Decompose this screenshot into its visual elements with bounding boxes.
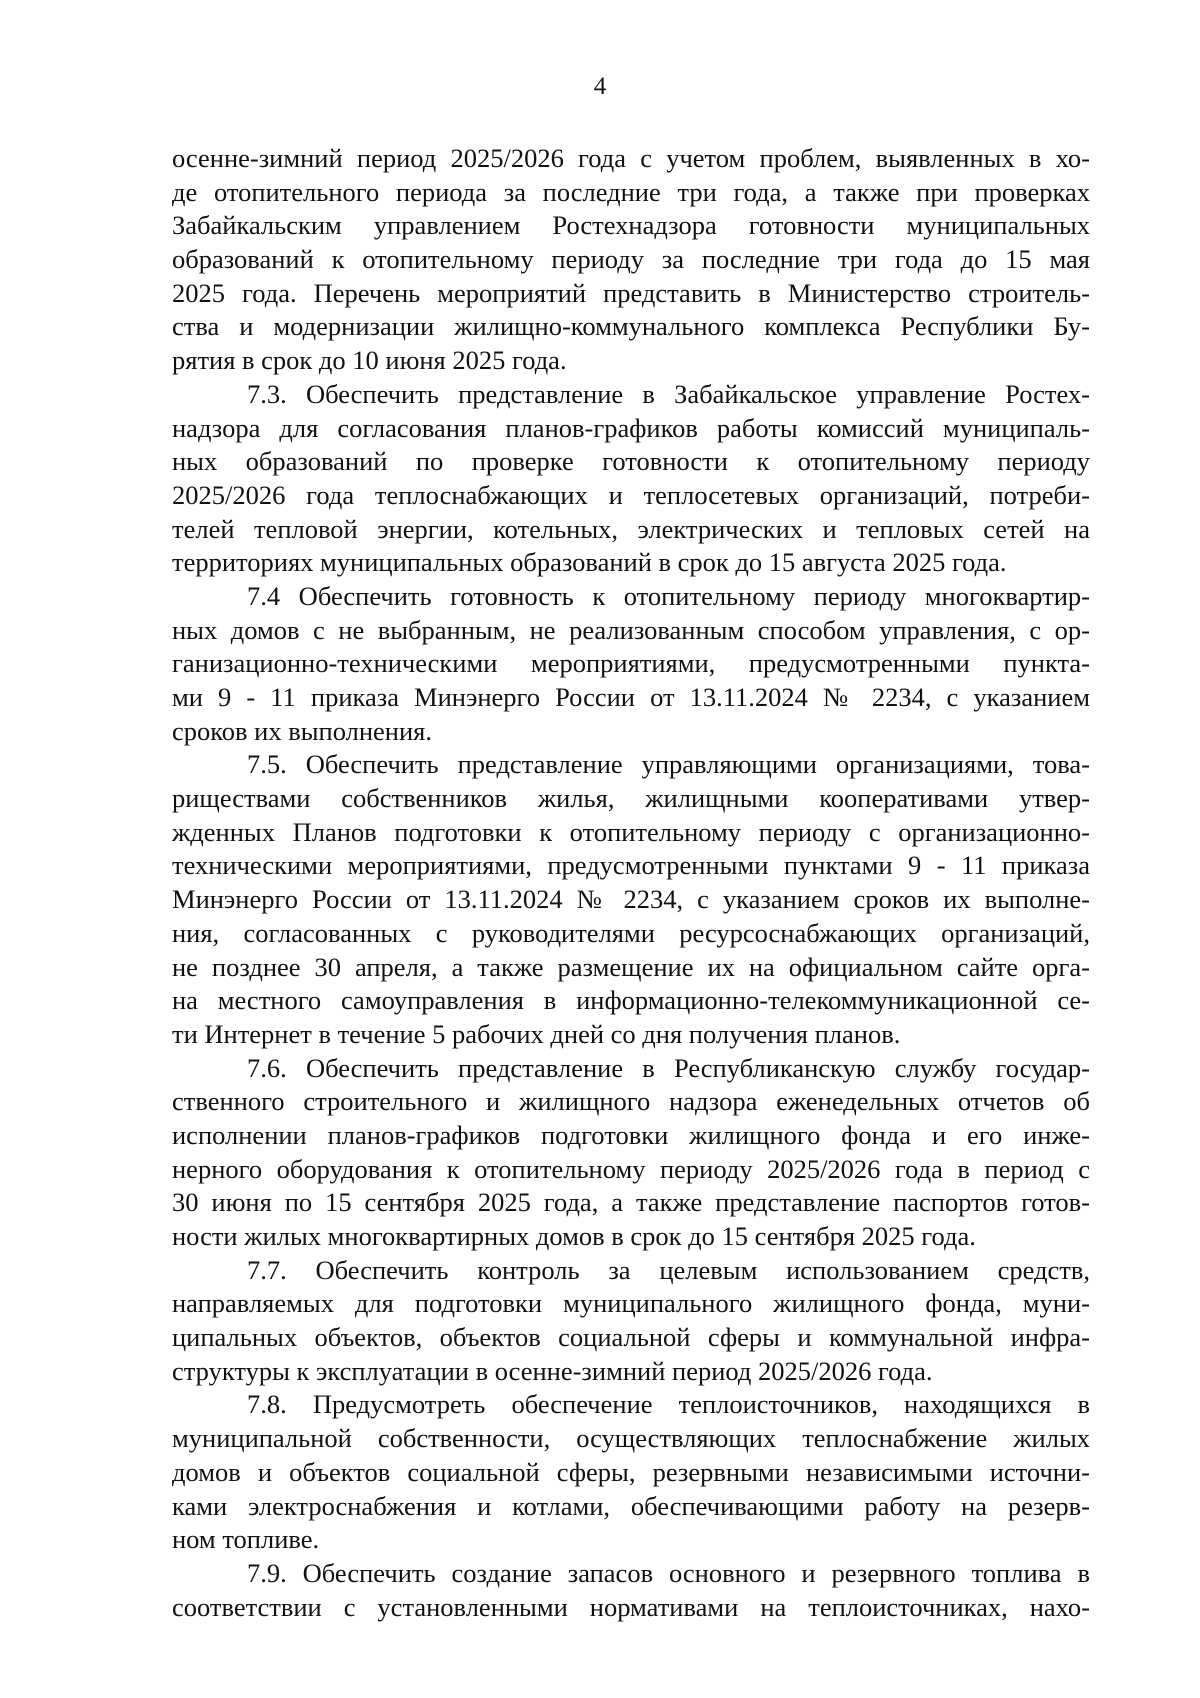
text-line: 2025/2026 года теплоснабжающих и теплосетевых организаций, потреби-	[172, 479, 1090, 510]
text-line: исполнении планов-графиков подготовки жилищного фонда и его инже-	[172, 1119, 1090, 1150]
text-line: территориях муниципальных образований в срок до 15 августа 2025 года.	[172, 547, 1007, 578]
text-line: ства и модернизации жилищно-коммунального комплекса Республики Бу-	[172, 311, 1090, 342]
text-line: жденных Планов подготовки к отопительному периоду с организационно-	[172, 816, 1090, 847]
text-line: 30 июня по 15 сентября 2025 года, а также представление паспортов готов-	[172, 1187, 1090, 1218]
text-line: ганизационно-техническими мероприятиями, предусмотренными пункта-	[172, 648, 1090, 679]
text-line: ности жилых многоквартирных домов в срок до 15 сентября 2025 года.	[172, 1221, 976, 1251]
paragraph-first-line: 7.3. Обеспечить представление в Забайкальское управление Ростех-	[247, 378, 1090, 409]
text-line: ти Интернет в течение 5 рабочих дней со дня получения планов.	[172, 1018, 901, 1049]
text-line: муниципальной собственности, осуществляющих теплоснабжение жилых	[172, 1423, 1090, 1454]
text-line: направляемых для подготовки муниципального жилищного фонда, муни-	[172, 1288, 1090, 1319]
text-line: надзора для согласования планов-графиков работы комиссий муниципаль-	[172, 412, 1090, 443]
text-line: ципальных объектов, объектов социальной сферы и коммунальной инфра-	[172, 1322, 1090, 1353]
text-line: ных домов с не выбранным, не реализованным способом управления, с ор-	[172, 614, 1090, 645]
text-line: Минэнерго России от 13.11.2024 № 2234, с указанием сроков их выполне-	[172, 884, 1090, 915]
text-line: образований к отопительному периоду за последние три года до 15 мая	[172, 244, 1090, 275]
text-line: рятия в срок до 10 июня 2025 года.	[172, 345, 567, 376]
text-line: ном топливе.	[172, 1524, 320, 1555]
text-line: на местного самоуправления в информационно-телекоммуникационной се-	[172, 985, 1090, 1016]
page-number: 4	[593, 73, 607, 100]
text-line: де отопительного периода за последние три года, а также при проверках	[172, 176, 1090, 207]
paragraph-first-line: 7.6. Обеспечить представление в Республиканскую службу государ-	[247, 1052, 1090, 1083]
text-line: ных образований по проверке готовности к отопительному периоду	[172, 446, 1090, 477]
text-line: Забайкальским управлением Ростехнадзора готовности муниципальных	[172, 210, 1090, 241]
text-line: соответствии с установленными нормативами на теплоисточниках, нахо-	[172, 1591, 1090, 1622]
text-line: домов и объектов социальной сферы, резервными независимыми источни-	[172, 1456, 1090, 1487]
text-line: ственного строительного и жилищного надзора еженедельных отчетов об	[172, 1086, 1090, 1117]
text-line: ми 9 - 11 приказа Минэнерго России от 13.11.2024 № 2234, с указанием	[172, 682, 1090, 712]
text-line: ния, согласованных с руководителями ресурсоснабжающих организаций,	[172, 917, 1090, 948]
paragraph-first-line: 7.9. Обеспечить создание запасов основного и резервного топлива в	[247, 1557, 1090, 1588]
paragraph-first-line: 7.8. Предусмотреть обеспечение теплоисточников, находящихся в	[247, 1389, 1090, 1420]
text-line: не позднее 30 апреля, а также размещение их на официальном сайте орга-	[172, 951, 1090, 982]
paragraph-first-line: 7.7. Обеспечить контроль за целевым использованием средств,	[247, 1254, 1090, 1285]
text-line: ками электроснабжения и котлами, обеспечивающими работу на резерв-	[172, 1490, 1090, 1521]
paragraph-first-line: 7.4 Обеспечить готовность к отопительному периоду многоквартир-	[247, 580, 1090, 611]
text-line: телей тепловой энергии, котельных, электрических и тепловых сетей на	[172, 513, 1090, 544]
text-line: сроков их выполнения.	[172, 715, 432, 746]
text-line: 2025 года. Перечень мероприятий представить в Министерство строитель-	[172, 277, 1090, 308]
text-line: техническими мероприятиями, предусмотренными пунктами 9 - 11 приказа	[172, 850, 1090, 881]
text-line: осенне-зимний период 2025/2026 года с учетом проблем, выявленных в хо-	[172, 143, 1090, 173]
document-body	[172, 142, 1090, 1624]
text-line: риществами собственников жилья, жилищными кооперативами утвер-	[172, 783, 1090, 814]
text-line: структуры к эксплуатации в осенне-зимний период 2025/2026 года.	[172, 1355, 933, 1386]
text-line: нерного оборудования к отопительному периоду 2025/2026 года в период с	[172, 1153, 1090, 1184]
paragraph-first-line: 7.5. Обеспечить представление управляющими организациями, това-	[247, 749, 1090, 780]
